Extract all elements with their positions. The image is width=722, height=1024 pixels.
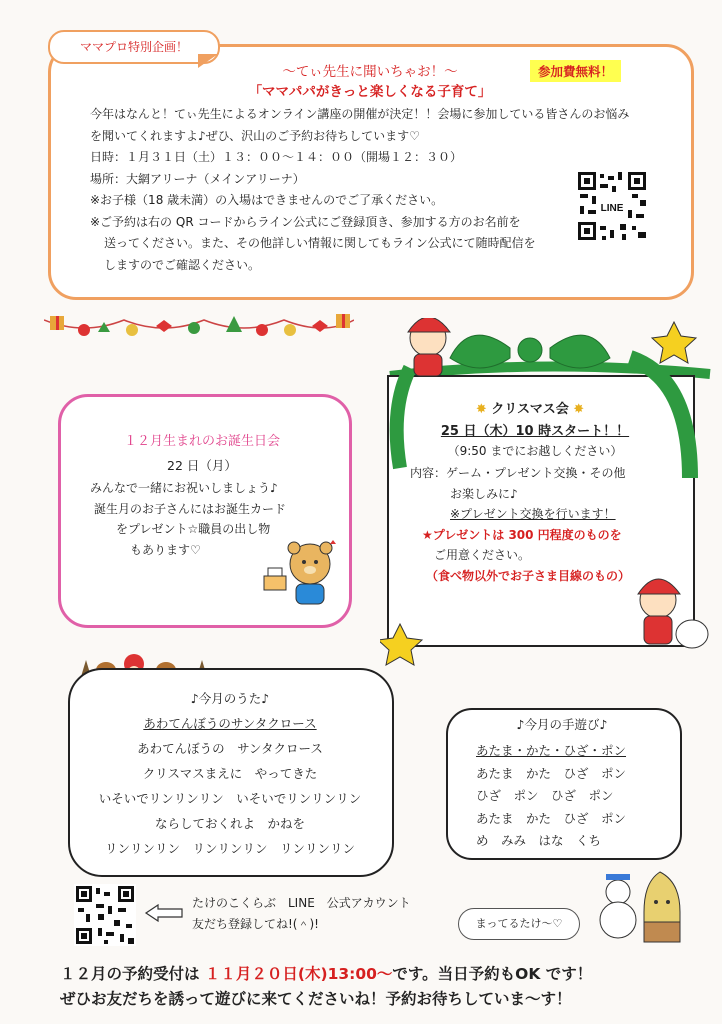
footer-line-2: ぜひお友だちを誘って遊びに来てくださいね！予約お待ちしていま～す！ <box>60 990 572 1008</box>
ornament-icon <box>256 324 268 336</box>
tree-icon <box>226 316 242 332</box>
ornament-icon <box>78 324 90 336</box>
christmas-exchange: ※プレゼント交換を行います！ <box>450 507 616 521</box>
line-account-line-1: たけのこくらぶ LINE 公式アカウント <box>192 896 411 910</box>
event-line: 日時：１月３１日（土）１３：００～１４：００（開場１２：３０） <box>90 150 463 164</box>
leaf-icon <box>188 322 200 334</box>
event-line: しますのでご確認ください。 <box>104 257 261 272</box>
qr-line-label: LINE <box>600 203 624 214</box>
birthday-line: みんなで一緒にお祝いしましょう♪ <box>90 481 278 495</box>
event-tag-label: ママプロ特別企画！ <box>48 30 220 64</box>
event-line: を聞いてくれますよ♪ぜひ、沢山のご予約お待ちしています♡ <box>90 128 420 143</box>
line-qr-code[interactable] <box>576 170 648 242</box>
handplay-line: め みみ はな くち <box>476 833 602 848</box>
handplay-line: あたま かた ひざ ポン <box>476 810 627 826</box>
line-account-text <box>192 893 411 935</box>
line-account-line-2: 友だち登録してね!(＾)! <box>192 917 319 931</box>
gift-icon <box>336 314 350 328</box>
christmas-title-text: クリスマス会 <box>491 402 569 417</box>
event-line: 今年はなんと！てぃ先生によるオンライン講座の開催が決定！！会場に参加している皆さんのお悩み <box>90 107 630 121</box>
event-title-2: 「ママパパがきっと楽しくなる子育て」 <box>248 84 492 100</box>
footer-line-1 <box>60 962 700 987</box>
song-title: あわてんぼうのサンタクロース <box>143 716 317 731</box>
song-line: いそいでリンリンリン いそいでリンリンリン <box>98 791 362 806</box>
handplay-line: ひざ ポン ひざ ポン <box>476 788 614 803</box>
birthday-text <box>90 478 286 560</box>
birthday-line: をプレゼント☆職員の出し物 <box>116 522 271 536</box>
sparkle-icon: ✸ <box>475 402 487 417</box>
handplay-title: あたま・かた・ひざ・ポン <box>476 743 627 758</box>
bear-cake-illustration <box>262 534 342 614</box>
song-heading: ♪今月のうた♪ <box>190 691 270 706</box>
footer-date: １１月２０日(木)13:00～ <box>204 965 393 983</box>
birthday-line: もあります♡ <box>130 542 201 557</box>
event-line: 場所：大網アリーナ（メインアリーナ） <box>90 171 305 186</box>
event-line: 送ってください。また、その他詳しい情報に関してもライン公式にて随時配信を <box>104 236 536 250</box>
handplay-line: あたま かた ひざ ポン <box>476 765 627 781</box>
footer-part-1: １２月の予約受付は <box>60 965 205 983</box>
birthday-line: 誕生月のお子さんにはお誕生カード <box>94 501 287 516</box>
star-icon <box>652 322 696 363</box>
bell-icon <box>284 324 296 336</box>
snowman-bamboo-illustration <box>590 862 690 952</box>
footer-notice <box>60 962 700 1012</box>
christmas-present-2: ご用意ください。 <box>434 548 531 562</box>
account-qr-code[interactable] <box>74 884 136 946</box>
bow-icon <box>312 320 328 332</box>
speech-bubble: まってるたけ～♡ <box>458 908 580 940</box>
bell-icon <box>126 324 138 336</box>
christmas-content: 内容：ゲーム・プレゼント交換・その他 <box>410 466 626 480</box>
song-content <box>70 686 390 861</box>
event-tag <box>48 30 218 64</box>
fee-badge: 参加費無料！ <box>530 60 621 82</box>
christmas-time: 25 日（木）10 時スタート！！ <box>440 424 630 439</box>
bow-icon <box>156 320 172 332</box>
christmas-arrive: （9:50 までにお越しください） <box>447 444 623 458</box>
event-title-1: ～てぃ先生に聞いちゃお！～ <box>282 64 458 80</box>
event-line: ※お子様（18 歳未満）の入場はできませんのでご了承ください。 <box>90 193 444 207</box>
sparkle-icon: ✸ <box>573 402 585 417</box>
song-line: あわてんぼうの サンタクロース <box>137 741 323 756</box>
handplay-heading: ♪今月の手遊び♪ <box>516 717 608 732</box>
birthday-date: 22 日（月） <box>167 458 237 473</box>
gift-icon <box>50 316 64 330</box>
christmas-content-2: お楽しみに♪ <box>450 486 518 501</box>
handplay-content <box>476 740 626 853</box>
christmas-title <box>440 398 620 417</box>
christmas-present-1: ★プレゼントは 300 円程度のものを <box>422 527 622 542</box>
song-line: リンリンリン リンリンリン リンリンリン <box>104 841 355 856</box>
christmas-present-3: （食べ物以外でお子さま目線のもの） <box>426 568 631 583</box>
event-line: ※ご予約は右の QR コードからライン公式にご登録頂き、参加する方のお名前を <box>90 214 521 229</box>
christmas-details <box>410 463 670 586</box>
song-line: ならしておくれよ かねを <box>154 816 305 831</box>
left-arrow-icon <box>144 904 184 922</box>
christmas-garland <box>44 308 354 348</box>
song-line: クリスマスまえに やってきた <box>142 766 318 781</box>
footer-part-2: です。当日予約もOK です！ <box>392 965 593 983</box>
birthday-title: １２月生まれのお誕生日会 <box>123 434 280 449</box>
